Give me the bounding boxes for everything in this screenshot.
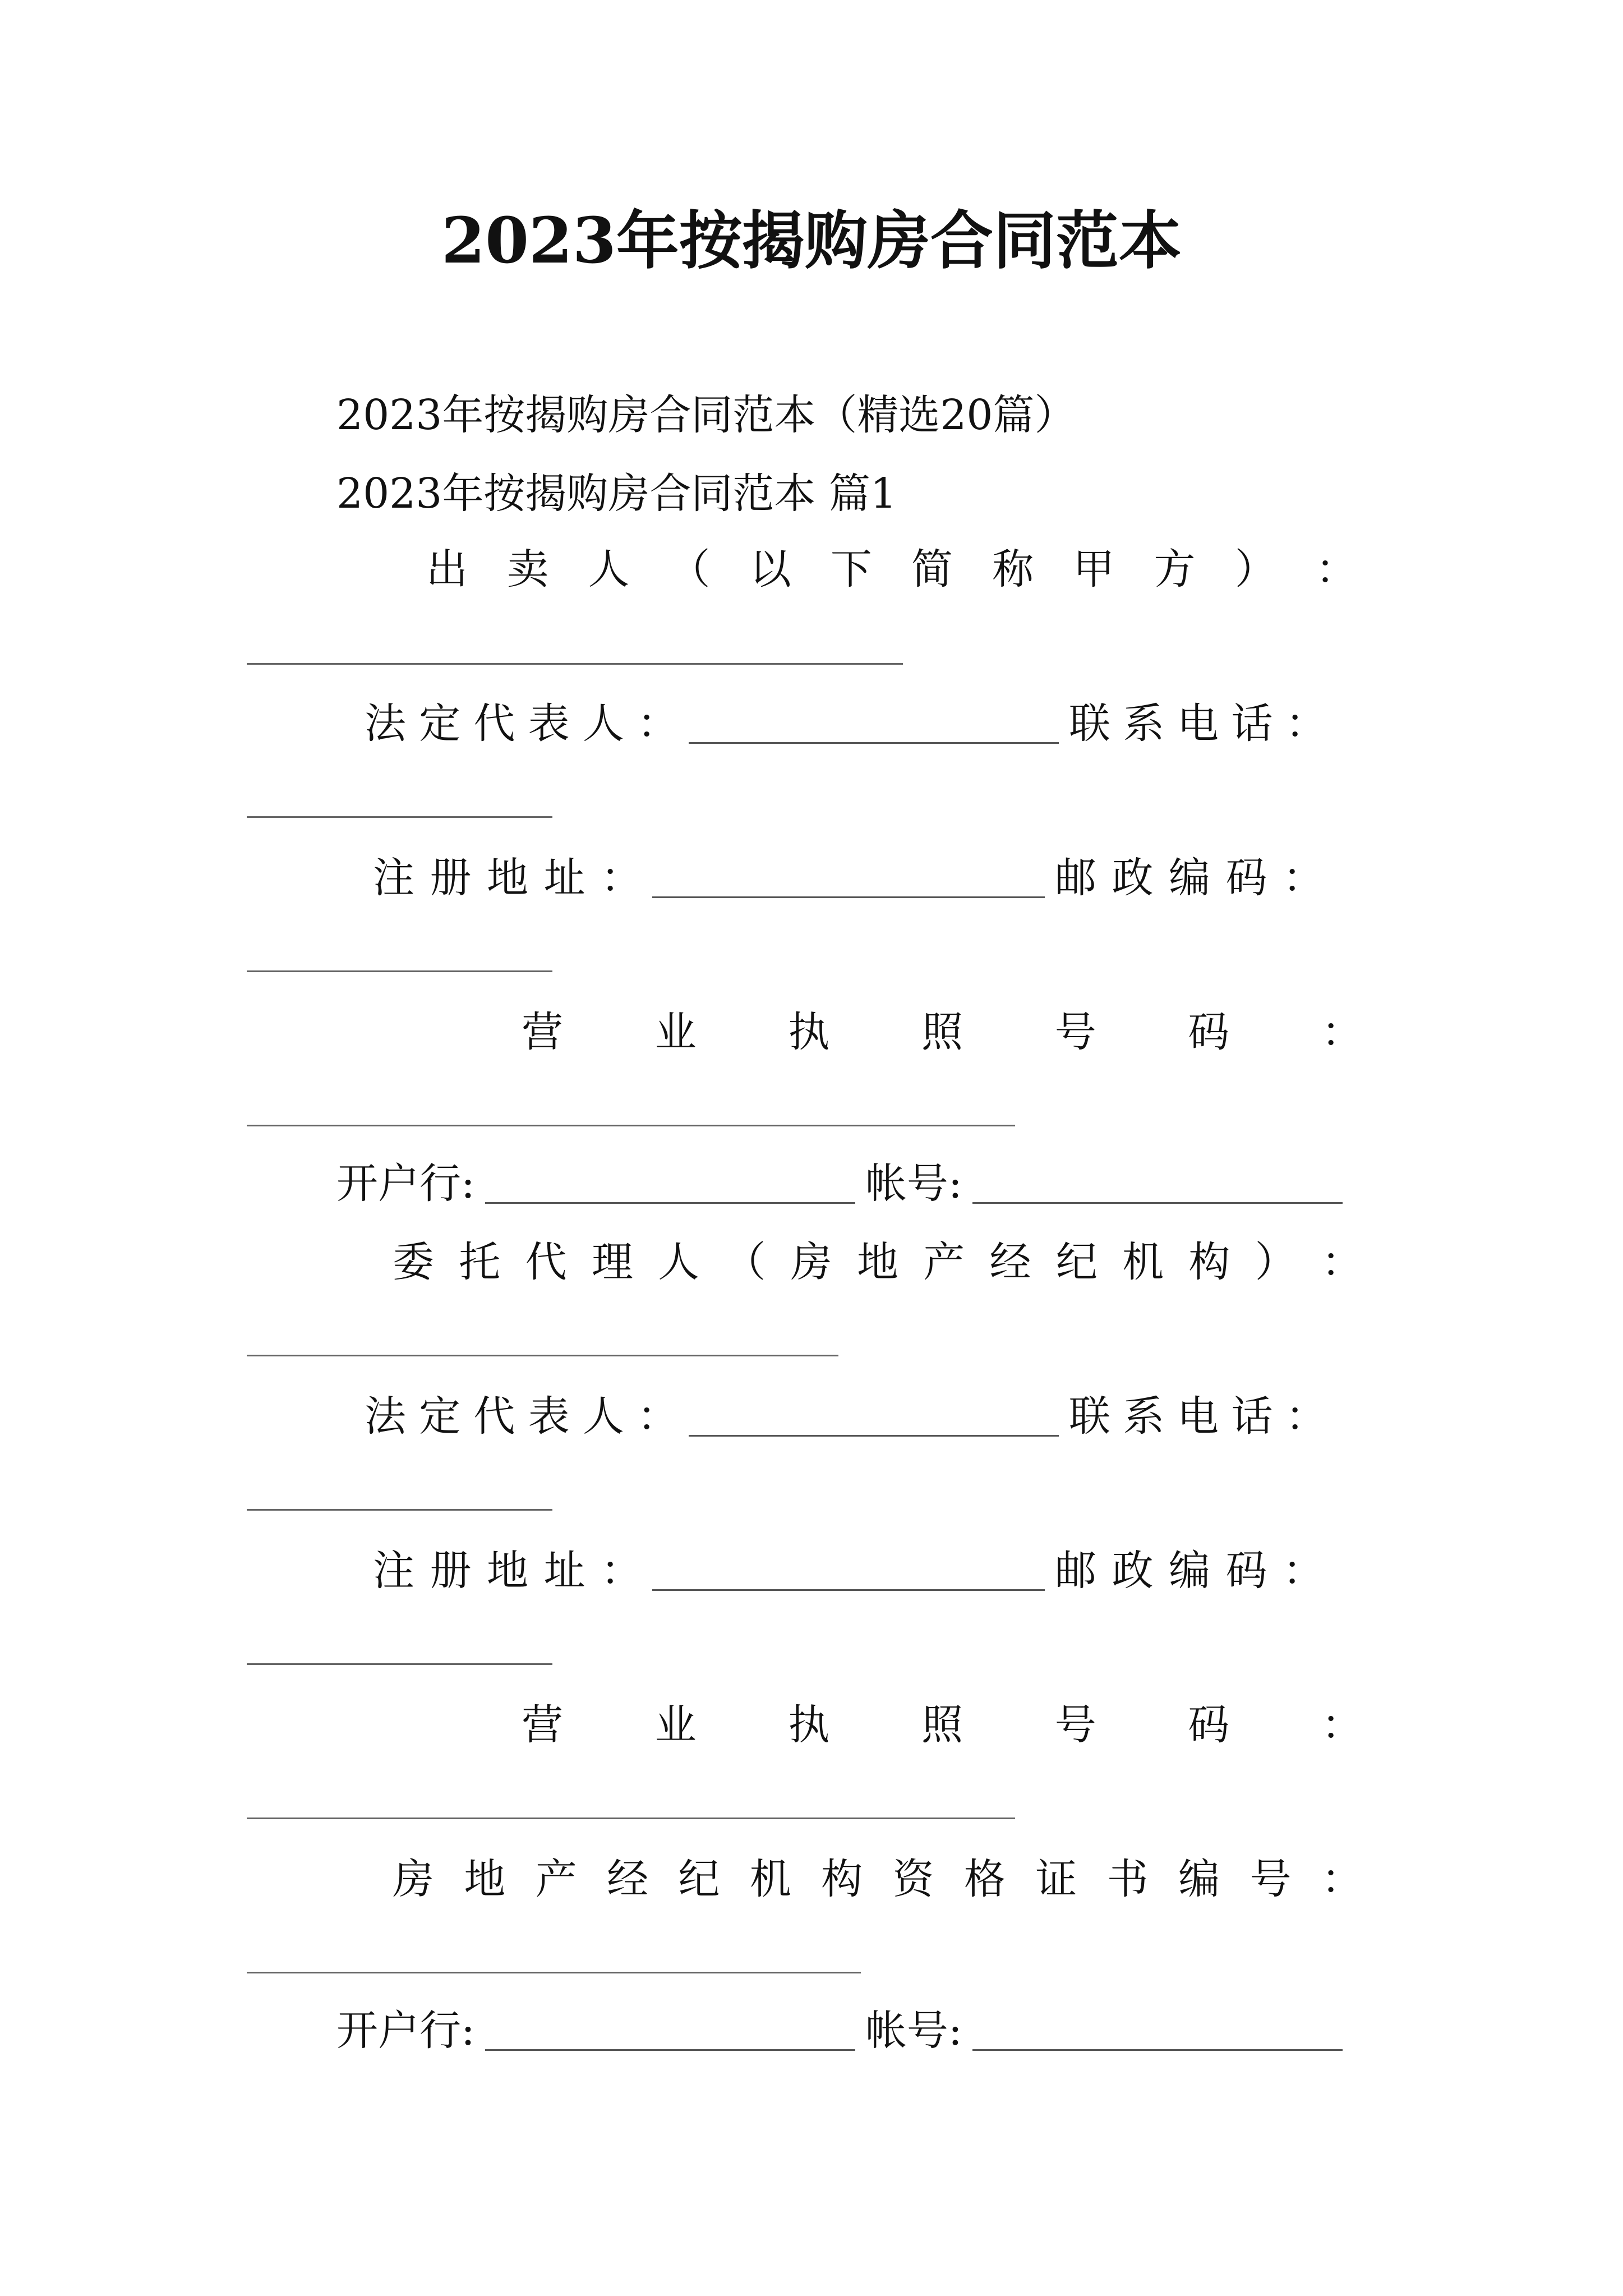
seller-label <box>426 541 1357 597</box>
label-char: 理 <box>591 1238 633 1286</box>
seller-name-field[interactable] <box>247 663 903 665</box>
label-char: 系 <box>1123 700 1165 748</box>
agent-legal-rep-label <box>365 1388 679 1444</box>
agent-legal-rep-row <box>365 1388 1363 1444</box>
label-char: 表 <box>528 700 570 748</box>
label-char: ： <box>1321 1701 1363 1749</box>
seller-postcode-label <box>1055 850 1324 906</box>
label-char: 执 <box>788 1701 830 1749</box>
seller-phone-field[interactable] <box>247 816 552 818</box>
label-char: 产 <box>923 1238 965 1286</box>
label-char: 码 <box>1225 854 1267 902</box>
seller-address-field[interactable] <box>652 857 1045 898</box>
agent-label <box>393 1234 1363 1290</box>
label-char: ： <box>601 854 642 902</box>
label-char: 产 <box>535 1855 577 1903</box>
label-char: 格 <box>964 1855 1006 1903</box>
label-char: 编 <box>1169 1547 1210 1595</box>
label-char: ： <box>1321 1008 1363 1056</box>
agent-address-label <box>373 1543 642 1599</box>
label-char: 业 <box>654 1701 697 1749</box>
agent-cert-label <box>393 1851 1363 1907</box>
label-char: 构 <box>821 1855 863 1903</box>
seller-bank-label: 开户行: <box>336 1159 475 1208</box>
label-char: 代 <box>473 1392 515 1441</box>
document-subtitle: 2023年按揭购房合同范本（精选20篇） <box>336 391 1076 439</box>
label-char: 电 <box>1177 700 1219 748</box>
label-char: 邮 <box>1055 1547 1096 1595</box>
label-char: 法 <box>365 700 406 748</box>
seller-address-row <box>373 850 1363 906</box>
label-char: 代 <box>525 1238 567 1286</box>
label-char: 证 <box>1035 1855 1077 1903</box>
label-char: 联 <box>1069 700 1110 748</box>
seller-legal-rep-row <box>365 696 1363 752</box>
label-char: 址 <box>543 854 585 902</box>
label-char: 机 <box>1122 1238 1164 1286</box>
label-char: 出 <box>426 545 468 593</box>
label-char: （ <box>668 545 711 593</box>
agent-bank-field[interactable] <box>485 2010 855 2051</box>
label-char: 执 <box>788 1008 830 1056</box>
label-char: 照 <box>921 1008 963 1056</box>
label-char: 地 <box>856 1238 898 1286</box>
label-char: 邮 <box>1055 854 1096 902</box>
agent-address-field[interactable] <box>652 1550 1045 1591</box>
agent-name-field[interactable] <box>247 1355 838 1356</box>
label-char: 地 <box>487 1547 528 1595</box>
agent-account-field[interactable] <box>972 2010 1343 2051</box>
label-char: 册 <box>430 854 472 902</box>
label-char: 构 <box>1188 1238 1230 1286</box>
label-char: ： <box>1315 545 1357 593</box>
label-char: 码 <box>1225 1547 1267 1595</box>
label-char: 人 <box>588 545 630 593</box>
label-char: 营 <box>522 1701 563 1749</box>
label-char: 卖 <box>507 545 549 593</box>
label-char: 定 <box>419 1392 461 1441</box>
label-char: 照 <box>921 1701 963 1749</box>
label-char: ： <box>637 700 679 748</box>
label-char: 资 <box>892 1855 934 1903</box>
seller-bank-field[interactable] <box>485 1163 855 1204</box>
label-char: 地 <box>487 854 528 902</box>
label-char: ： <box>1285 700 1327 748</box>
label-char: 人 <box>658 1238 700 1286</box>
label-char: 以 <box>749 545 791 593</box>
label-char: 地 <box>464 1855 506 1903</box>
label-char: 政 <box>1112 854 1154 902</box>
label-char: 经 <box>607 1855 649 1903</box>
seller-account-label: 帐号: <box>865 1159 962 1208</box>
label-char: 注 <box>373 1547 414 1595</box>
label-char: 码 <box>1188 1008 1230 1056</box>
seller-legal-rep-label <box>365 696 679 752</box>
agent-postcode-field[interactable] <box>247 1663 552 1665</box>
label-char: 话 <box>1231 700 1273 748</box>
label-char: ： <box>1321 1238 1363 1286</box>
agent-license-field[interactable] <box>247 1818 1015 1819</box>
label-char: 方 <box>1154 545 1196 593</box>
label-char: ） <box>1234 545 1276 593</box>
document-title: 2023年按揭购房合同范本 <box>441 204 1182 278</box>
label-char: 甲 <box>1073 545 1115 593</box>
label-char: 机 <box>749 1855 791 1903</box>
label-char: 委 <box>393 1238 434 1286</box>
label-char: 纪 <box>1055 1238 1098 1286</box>
label-char: 注 <box>373 854 414 902</box>
seller-postcode-field[interactable] <box>247 970 552 972</box>
label-char: 纪 <box>678 1855 720 1903</box>
seller-account-field[interactable] <box>972 1163 1343 1204</box>
agent-license-label <box>522 1697 1363 1753</box>
seller-legal-rep-field[interactable] <box>689 703 1059 744</box>
label-char: 码 <box>1188 1701 1230 1749</box>
label-char: 表 <box>528 1392 570 1441</box>
seller-license-label <box>522 1004 1363 1060</box>
agent-phone-label <box>1069 1388 1327 1444</box>
label-char: ： <box>601 1547 642 1595</box>
agent-phone-field[interactable] <box>247 1509 552 1511</box>
agent-cert-field[interactable] <box>247 1972 861 1973</box>
label-char: （ <box>724 1238 766 1286</box>
label-char: 房 <box>393 1855 434 1903</box>
agent-address-row <box>373 1543 1363 1599</box>
label-char: 人 <box>582 700 624 748</box>
label-char: 业 <box>654 1008 697 1056</box>
agent-postcode-label <box>1055 1543 1324 1599</box>
label-char: 房 <box>790 1238 832 1286</box>
label-char: 法 <box>365 1392 406 1441</box>
label-char: 话 <box>1231 1392 1273 1441</box>
agent-legal-rep-field[interactable] <box>689 1396 1059 1437</box>
label-char: 册 <box>430 1547 472 1595</box>
label-char: 政 <box>1112 1547 1154 1595</box>
label-char: 营 <box>522 1008 563 1056</box>
label-char: 号 <box>1249 1855 1292 1903</box>
label-char: ： <box>1283 1547 1324 1595</box>
label-char: 称 <box>992 545 1034 593</box>
label-char: 定 <box>419 700 461 748</box>
agent-bank-label: 开户行: <box>336 2007 475 2055</box>
seller-address-label <box>373 850 642 906</box>
label-char: ： <box>1285 1392 1327 1441</box>
section-heading: 2023年按揭购房合同范本 篇1 <box>336 470 897 518</box>
label-char: 号 <box>1054 1701 1096 1749</box>
label-char: 联 <box>1069 1392 1110 1441</box>
label-char: 编 <box>1169 854 1210 902</box>
label-char: ： <box>637 1392 679 1441</box>
label-char: ： <box>1283 854 1324 902</box>
agent-bank-row <box>336 2003 1391 2059</box>
seller-license-field[interactable] <box>247 1125 1015 1126</box>
label-char: 号 <box>1054 1008 1096 1056</box>
label-char: ） <box>1255 1238 1297 1286</box>
label-char: 人 <box>582 1392 624 1441</box>
label-char: 系 <box>1123 1392 1165 1441</box>
label-char: ： <box>1321 1855 1363 1903</box>
agent-account-label: 帐号: <box>865 2007 962 2055</box>
label-char: 简 <box>911 545 953 593</box>
label-char: 经 <box>989 1238 1031 1286</box>
seller-bank-row <box>336 1156 1391 1212</box>
label-char: 址 <box>543 1547 585 1595</box>
seller-phone-label <box>1069 696 1327 752</box>
label-char: 电 <box>1177 1392 1219 1441</box>
label-char: 托 <box>459 1238 501 1286</box>
label-char: 书 <box>1106 1855 1149 1903</box>
label-char: 编 <box>1178 1855 1220 1903</box>
label-char: 下 <box>830 545 872 593</box>
label-char: 代 <box>473 700 515 748</box>
